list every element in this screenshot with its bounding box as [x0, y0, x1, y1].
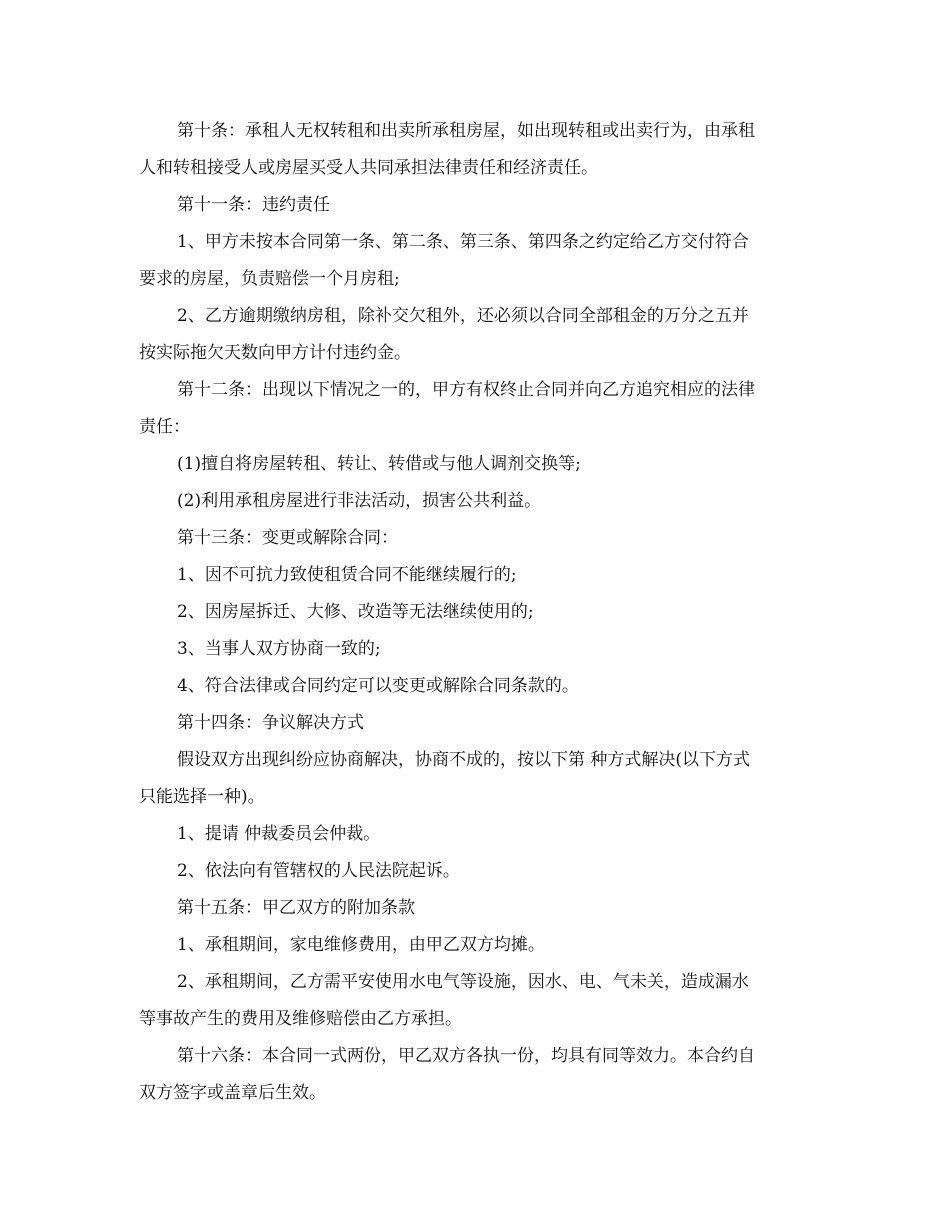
- text-line: 要求的房屋，负责赔偿一个月房租;: [139, 269, 400, 289]
- clause-15-heading: [139, 890, 819, 927]
- text-line: 2、依法向有管辖权的人民法院起诉。: [177, 861, 460, 881]
- clause-15-item-2: [139, 964, 819, 1038]
- text-line: 2、乙方逾期缴纳房租，除补交欠租外，还必须以合同全部租金的万分之五并: [177, 306, 749, 326]
- clause-14-item-1: [139, 816, 819, 853]
- clause-16: [139, 1038, 819, 1112]
- text-line: 只能选择一种)。: [139, 787, 265, 807]
- text-line: 等事故产生的费用及维修赔偿由乙方承担。: [139, 1009, 462, 1029]
- clause-14-item-2: [139, 853, 819, 890]
- clause-15-item-1: [139, 927, 819, 964]
- text-line: 假设双方出现纠纷应协商解决，协商不成的，按以下第 种方式解决(以下方式: [177, 750, 751, 770]
- text-line: 1、因不可抗力致使租赁合同不能继续履行的;: [177, 565, 517, 585]
- clause-11-item-1: [139, 224, 819, 298]
- text-line: 责任：: [139, 417, 190, 437]
- clause-12: [139, 372, 819, 446]
- text-line: 按实际拖欠天数向甲方计付违约金。: [139, 343, 411, 363]
- clause-13-item-4: [139, 668, 819, 705]
- clause-12-item-1: [139, 446, 819, 483]
- text-line: 第十五条：甲乙双方的附加条款: [177, 898, 415, 918]
- clause-11-item-2: [139, 298, 819, 372]
- text-line: 4、符合法律或合同约定可以变更或解除合同条款的。: [177, 676, 579, 696]
- text-line: 人和转租接受人或房屋买受人共同承担法律责任和经济责任。: [139, 158, 598, 178]
- clause-10: [139, 113, 819, 187]
- clause-13-item-2: [139, 594, 819, 631]
- clause-13-item-1: [139, 557, 819, 594]
- clause-14-heading: [139, 705, 819, 742]
- clause-12-item-2: [139, 483, 819, 520]
- clause-14-body: [139, 742, 819, 816]
- text-line: (2)利用承租房屋进行非法活动，损害公共利益。: [177, 491, 542, 511]
- clause-13-item-3: [139, 631, 819, 668]
- text-line: 第十六条：本合同一式两份，甲乙双方各执一份，均具有同等效力。本合约自: [177, 1046, 755, 1066]
- clause-13-heading: [139, 520, 819, 557]
- text-line: 第十条：承租人无权转租和出卖所承租房屋，如出现转租或出卖行为，由承租: [177, 121, 755, 141]
- text-line: 第十二条：出现以下情况之一的，甲方有权终止合同并向乙方追究相应的法律: [177, 380, 755, 400]
- text-line: 1、提请 仲裁委员会仲裁。: [177, 824, 381, 844]
- text-line: 1、承租期间，家电维修费用，由甲乙双方均摊。: [177, 935, 545, 955]
- text-line: 2、承租期间，乙方需平安使用水电气等设施，因水、电、气未关，造成漏水: [177, 972, 749, 992]
- text-line: 第十三条：变更或解除合同：: [177, 528, 398, 548]
- text-line: 3、当事人双方协商一致的;: [177, 639, 381, 659]
- text-line: 第十一条：违约责任: [177, 195, 330, 215]
- text-line: 2、因房屋拆迁、大修、改造等无法继续使用的;: [177, 602, 534, 622]
- text-line: (1)擅自将房屋转租、转让、转借或与他人调剂交换等;: [177, 454, 581, 474]
- clause-11-heading: [139, 187, 819, 224]
- text-line: 双方签字或盖章后生效。: [139, 1083, 326, 1103]
- text-line: 第十四条：争议解决方式: [177, 713, 364, 733]
- text-line: 1、甲方未按本合同第一条、第二条、第三条、第四条之约定给乙方交付符合: [177, 232, 749, 252]
